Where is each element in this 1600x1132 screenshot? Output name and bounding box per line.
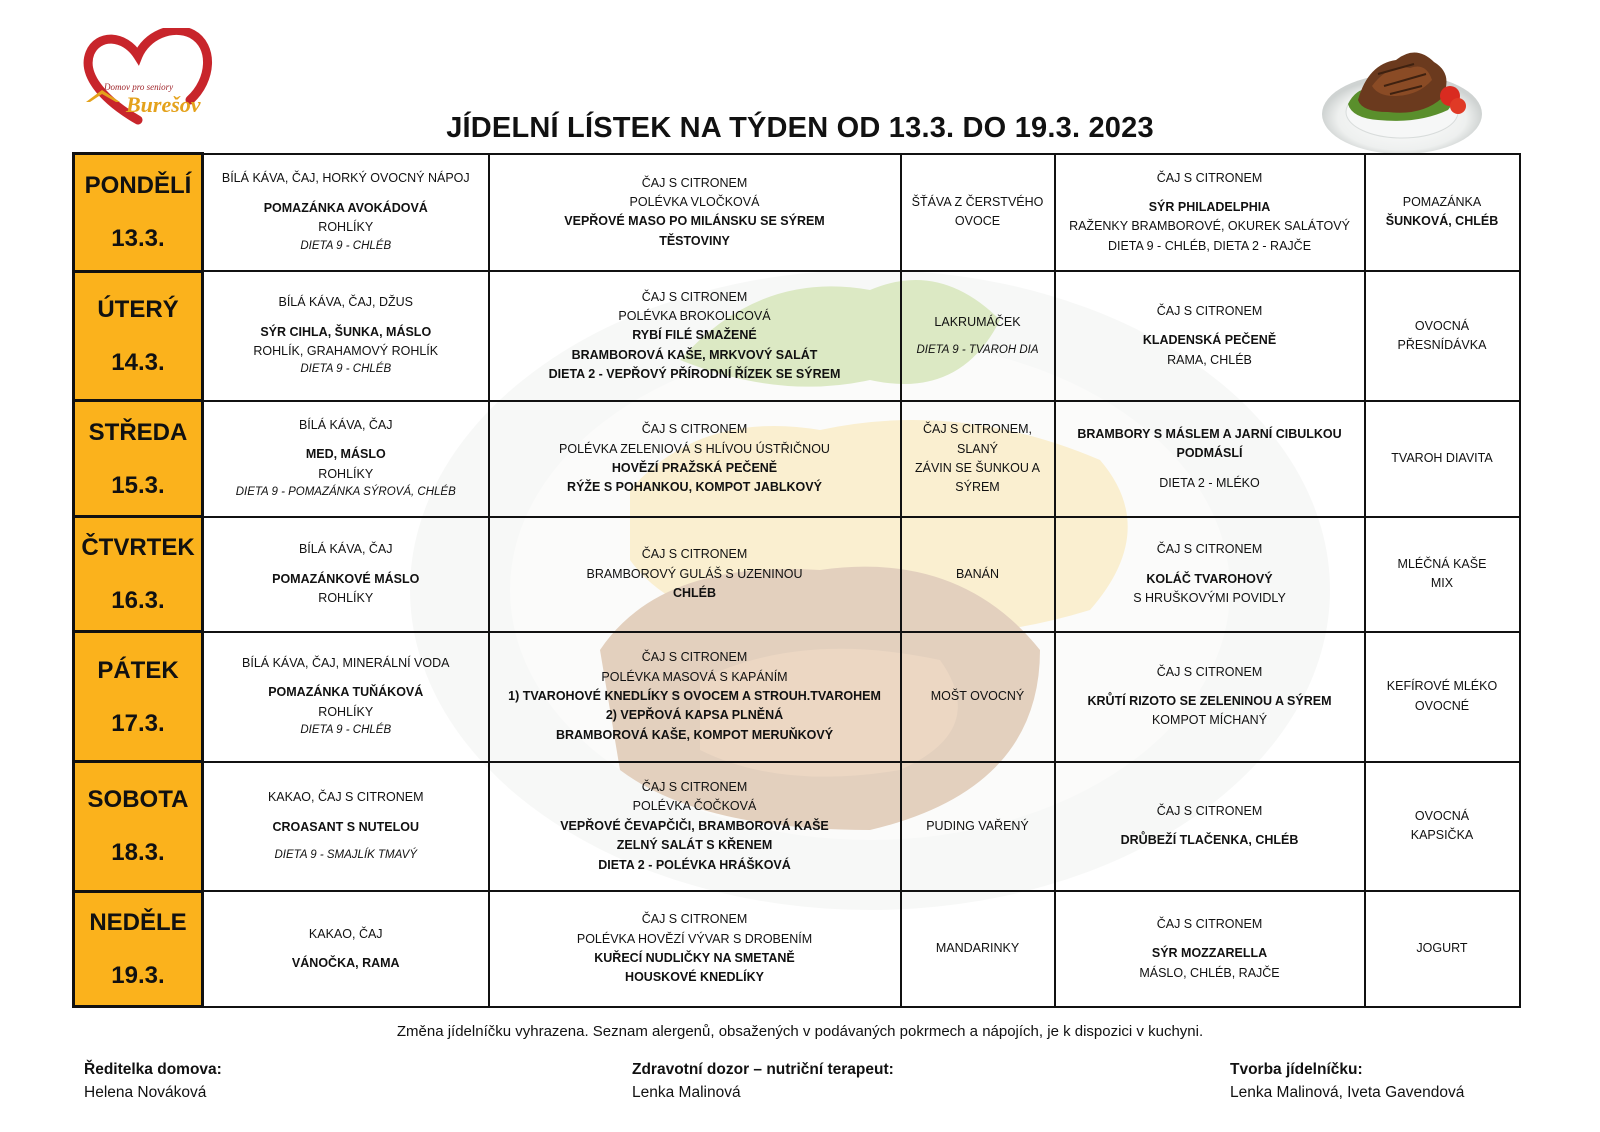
- menu-line: CHLÉB: [672, 586, 717, 601]
- line-gap: [208, 837, 484, 847]
- lunch-cell: [489, 891, 901, 1006]
- health-label: Zdravotní dozor – nutriční terapeut:: [632, 1061, 894, 1078]
- menu-line: MIX: [1430, 576, 1454, 591]
- day-date: 16.3.: [111, 587, 165, 615]
- menu-line: ČAJ S CITRONEM: [641, 289, 748, 304]
- menu-line: MANDARINKY: [935, 941, 1020, 956]
- menu-line: BÍLÁ KÁVA, ČAJ: [298, 417, 393, 432]
- day-name: NEDĚLE: [89, 908, 187, 936]
- menu-line: MED, MÁSLO: [305, 447, 386, 462]
- menu-line: KAKAO, ČAJ S CITRONEM: [267, 790, 424, 805]
- late-snack-cell: [1365, 632, 1520, 762]
- menu-line: ŠŤÁVA Z ČERSTVÉHO: [911, 195, 1044, 210]
- page-title: JÍDELNÍ LÍSTEK NA TÝDEN OD 13.3. DO 19.3. 2023: [446, 112, 1154, 144]
- menu-line: ČAJ S CITRONEM: [1156, 170, 1263, 185]
- line-gap: [208, 313, 484, 323]
- day-name: SOBOTA: [87, 786, 189, 814]
- day-row: [74, 517, 1520, 632]
- menu-line: ČAJ S CITRONEM: [641, 650, 748, 665]
- menu-line: POLÉVKA ČOČKOVÁ: [632, 799, 757, 814]
- snack-cell: [901, 762, 1055, 892]
- menu-line: POLÉVKA MASOVÁ S KAPÁNÍM: [601, 669, 788, 684]
- menu-line: DIETA 9 - CHLÉB, DIETA 2 - RAJČE: [1107, 238, 1312, 253]
- menu-line: TVAROH DIAVITA: [1391, 451, 1493, 466]
- menu-line: POMAZÁNKA AVOKÁDOVÁ: [263, 200, 428, 215]
- lunch-cell: [489, 632, 901, 762]
- breakfast-cell: [203, 271, 489, 401]
- menu-line: BRAMBOROVÁ KAŠE, MRKVOVÝ SALÁT: [571, 347, 818, 362]
- menu-table: [72, 152, 1521, 1008]
- menu-line: BÍLÁ KÁVA, ČAJ, MINERÁLNÍ VODA: [242, 655, 450, 670]
- snack-cell: [901, 401, 1055, 517]
- day-cell: [74, 271, 203, 401]
- line-gap: [208, 435, 484, 445]
- line-gap: [1060, 682, 1360, 692]
- line-gap: [208, 808, 484, 818]
- lunch-cell: [489, 271, 901, 401]
- health-supervisor-signature: [632, 1058, 894, 1105]
- menu-line: VÁNOČKA, RAMA: [291, 955, 400, 970]
- dinner-cell: [1055, 891, 1365, 1006]
- menu-line: 1) TVAROHOVÉ KNEDLÍKY S OVOCEM A STROUH.TVAROHEM: [508, 689, 881, 704]
- director-name: Helena Nováková: [84, 1084, 207, 1102]
- author-label: Tvorba jídelníčku:: [1230, 1061, 1363, 1078]
- late-snack-cell: [1365, 762, 1520, 892]
- line-gap: [1060, 188, 1360, 198]
- menu-line: OVOCNÉ: [1414, 698, 1470, 713]
- menu-line: JOGURT: [1416, 941, 1468, 956]
- menu-line: ROHLÍKY: [318, 220, 374, 235]
- day-date: 17.3.: [111, 709, 165, 737]
- menu-author-signature: [1230, 1058, 1464, 1105]
- breakfast-cell: [203, 632, 489, 762]
- late-snack-cell: [1365, 517, 1520, 632]
- day-date: 15.3.: [111, 471, 165, 499]
- menu-line: SÝR MOZZARELLA: [1151, 946, 1268, 961]
- day-name: ČTVRTEK: [81, 534, 195, 562]
- logo-tagline: Domov pro seniory: [104, 82, 174, 92]
- menu-line: POLÉVKA ZELENIOVÁ S HLÍVOU ÚSTŘIČNOU: [559, 441, 830, 456]
- menu-line: BÍLÁ KÁVA, ČAJ: [298, 542, 393, 557]
- menu-line: KRŮTÍ RIZOTO SE ZELENINOU A SÝREM: [1087, 694, 1332, 709]
- day-cell: [74, 632, 203, 762]
- menu-line: ZÁVIN SE ŠUNKOU A: [914, 460, 1041, 475]
- menu-line: POLÉVKA HOVĚZÍ VÝVAR S DROBENÍM: [576, 931, 813, 946]
- dinner-cell: [1055, 401, 1365, 517]
- menu-line: LAKRUMÁČEK: [934, 314, 1021, 329]
- health-name: Lenka Malinová: [632, 1084, 741, 1102]
- day-date: 13.3.: [111, 225, 165, 253]
- menu-line: ČAJ S CITRONEM, SLANÝ: [922, 422, 1033, 456]
- dinner-cell: [1055, 154, 1365, 272]
- day-cell: [74, 891, 203, 1006]
- late-snack-cell: [1365, 891, 1520, 1006]
- lunch-cell: [489, 517, 901, 632]
- menu-line: HOVĚZÍ PRAŽSKÁ PEČENĚ: [611, 460, 778, 475]
- menu-line: S HRUŠKOVÝMI POVIDLY: [1133, 591, 1286, 606]
- menu-line: CROASANT S NUTELOU: [272, 819, 420, 834]
- line-gap: [906, 332, 1050, 342]
- menu-line: TĚSTOVINY: [659, 233, 730, 248]
- menu-line: ČAJ S CITRONEM: [641, 422, 748, 437]
- menu-line: ZELNÝ SALÁT S KŘENEM: [616, 838, 773, 853]
- day-date: 19.3.: [111, 961, 165, 989]
- breakfast-cell: [203, 762, 489, 892]
- breakfast-cell: [203, 891, 489, 1006]
- menu-line: OVOCE: [954, 214, 1001, 229]
- snack-cell: [901, 271, 1055, 401]
- menu-line: RYBÍ FILÉ SMAŽENÉ: [632, 328, 757, 343]
- menu-line: BRAMBOROVÁ KAŠE, KOMPOT MERUŇKOVÝ: [555, 727, 834, 742]
- menu-line: KOLÁČ TVAROHOVÝ: [1146, 571, 1273, 586]
- day-cell: [74, 517, 203, 632]
- day-cell: [74, 762, 203, 892]
- menu-line: DIETA 9 - SMAJLÍK TMAVÝ: [274, 848, 417, 861]
- day-row: [74, 271, 1520, 401]
- line-gap: [208, 944, 484, 954]
- menu-line: ČAJ S CITRONEM: [1156, 804, 1263, 819]
- day-date: 18.3.: [111, 839, 165, 867]
- menu-line: RAMA, CHLÉB: [1167, 352, 1252, 367]
- menu-line: ROHLÍK, GRAHAMOVÝ ROHLÍK: [253, 343, 439, 358]
- menu-line: POMAZÁNKA: [1402, 195, 1482, 210]
- menu-line: 2) VEPŘOVÁ KAPSA PLNĚNÁ: [605, 708, 784, 723]
- snack-cell: [901, 632, 1055, 762]
- author-name: Lenka Malinová, Iveta Gavendová: [1230, 1084, 1465, 1102]
- menu-line: BRAMBORY S MÁSLEM A JARNÍ CIBULKOU: [1077, 426, 1342, 441]
- menu-line: BANÁN: [955, 566, 1000, 581]
- menu-line: ROHLÍKY: [318, 591, 374, 606]
- menu-line: DIETA 9 - TVAROH DIA: [916, 343, 1039, 356]
- menu-line: DIETA 9 - CHLÉB: [300, 363, 392, 376]
- menu-line: PŘESNÍDÁVKA: [1397, 338, 1487, 353]
- menu-line: VEPŘOVÉ MASO PO MILÁNSKU SE SÝREM: [564, 214, 825, 229]
- menu-line: POLÉVKA BROKOLICOVÁ: [618, 309, 771, 324]
- menu-line: ŠUNKOVÁ, CHLÉB: [1385, 214, 1499, 229]
- breakfast-cell: [203, 154, 489, 272]
- menu-line: RÝŽE S POHANKOU, KOMPOT JABLKOVÝ: [567, 480, 822, 495]
- breakfast-cell: [203, 517, 489, 632]
- menu-line: KUŘECÍ NUDLIČKY NA SMETANĚ: [594, 950, 795, 965]
- logo-name: Burešov: [126, 92, 201, 117]
- snack-cell: [901, 154, 1055, 272]
- menu-line: DIETA 2 - MLÉKO: [1159, 475, 1260, 490]
- day-row: [74, 401, 1520, 517]
- menu-line: PUDING VAŘENÝ: [926, 818, 1029, 833]
- menu-line: ČAJ S CITRONEM: [1156, 916, 1263, 931]
- line-gap: [208, 560, 484, 570]
- menu-line: POLÉVKA VLOČKOVÁ: [629, 195, 760, 210]
- day-name: ÚTERÝ: [97, 295, 179, 323]
- line-gap: [1060, 821, 1360, 831]
- menu-line: MÁSLO, CHLÉB, RAJČE: [1139, 965, 1280, 980]
- menu-line: ČAJ S CITRONEM: [641, 175, 748, 190]
- menu-line: KAPSIČKA: [1410, 828, 1474, 843]
- director-label: Ředitelka domova:: [84, 1061, 222, 1078]
- late-snack-cell: [1365, 271, 1520, 401]
- menu-line: PODMÁSLÍ: [1176, 446, 1243, 461]
- line-gap: [208, 673, 484, 683]
- snack-cell: [901, 517, 1055, 632]
- menu-line: DIETA 2 - VEPŘOVÝ PŘÍRODNÍ ŘÍZEK SE SÝREM: [548, 367, 841, 382]
- day-row: [74, 154, 1520, 272]
- line-gap: [1060, 560, 1360, 570]
- dinner-cell: [1055, 517, 1365, 632]
- menu-line: ČAJ S CITRONEM: [1156, 664, 1263, 679]
- menu-line: BÍLÁ KÁVA, ČAJ, HORKÝ OVOCNÝ NÁPOJ: [221, 171, 470, 186]
- line-gap: [1060, 934, 1360, 944]
- menu-line: DRŮBEŽÍ TLAČENKA, CHLÉB: [1120, 833, 1299, 848]
- menu-line: HOUSKOVÉ KNEDLÍKY: [625, 970, 764, 985]
- menu-line: KOMPOT MÍCHANÝ: [1151, 713, 1268, 728]
- line-gap: [208, 189, 484, 199]
- lunch-cell: [489, 154, 901, 272]
- menu-line: BRAMBOROVÝ GULÁŠ S UZENINOU: [586, 566, 803, 581]
- menu-line: POMAZÁNKA TUŇÁKOVÁ: [268, 685, 424, 700]
- menu-line: POMAZÁNKOVÉ MÁSLO: [272, 571, 420, 586]
- menu-line: MLÉČNÁ KAŠE: [1397, 557, 1487, 572]
- menu-line: OVOCNÁ: [1414, 318, 1470, 333]
- lunch-cell: [489, 401, 901, 517]
- breakfast-cell: [203, 401, 489, 517]
- late-snack-cell: [1365, 401, 1520, 517]
- day-cell: [74, 154, 203, 272]
- dinner-cell: [1055, 632, 1365, 762]
- menu-line: ČAJ S CITRONEM: [1156, 542, 1263, 557]
- day-name: STŘEDA: [88, 418, 188, 446]
- menu-line: ČAJ S CITRONEM: [641, 547, 748, 562]
- menu-line: DIETA 9 - POMAZÁNKA SÝROVÁ, CHLÉB: [235, 486, 456, 499]
- director-signature: [84, 1058, 222, 1105]
- line-gap: [1060, 321, 1360, 331]
- menu-line: VEPŘOVÉ ČEVAPČIČI, BRAMBOROVÁ KAŠE: [560, 818, 829, 833]
- dinner-cell: [1055, 762, 1365, 892]
- menu-line: MOŠT OVOCNÝ: [930, 689, 1025, 704]
- line-gap: [1060, 464, 1360, 474]
- day-name: PÁTEK: [97, 656, 179, 684]
- menu-line: ROHLÍKY: [318, 704, 374, 719]
- menu-line: ČAJ S CITRONEM: [641, 780, 748, 794]
- day-row: [74, 891, 1520, 1006]
- menu-line: ROHLÍKY: [318, 466, 374, 481]
- day-cell: [74, 401, 203, 517]
- menu-line: DIETA 9 - CHLÉB: [300, 239, 392, 252]
- dinner-cell: [1055, 271, 1365, 401]
- menu-line: KEFÍROVÉ MLÉKO: [1386, 679, 1498, 694]
- allergen-note: Změna jídelníčku vyhrazena. Seznam alergenů, obsažených v podávaných pokrmech a nápojích, je k dispozici v kuchyni.: [396, 1023, 1204, 1040]
- menu-line: BÍLÁ KÁVA, ČAJ, DŽUS: [278, 295, 414, 310]
- day-name: PONDĚLÍ: [84, 172, 192, 200]
- menu-body: [74, 154, 1520, 1007]
- menu-line: DIETA 9 - CHLÉB: [300, 723, 392, 736]
- menu-line: SÝR PHILADELPHIA: [1148, 200, 1271, 215]
- snack-cell: [901, 891, 1055, 1006]
- day-row: [74, 762, 1520, 892]
- menu-line: KAKAO, ČAJ: [308, 926, 383, 941]
- menu-line: ČAJ S CITRONEM: [641, 912, 748, 927]
- menu-line: OVOCNÁ: [1414, 809, 1470, 824]
- menu-line: RAŽENKY BRAMBOROVÉ, OKUREK SALÁTOVÝ: [1069, 219, 1350, 234]
- late-snack-cell: [1365, 154, 1520, 272]
- menu-line: DIETA 2 - POLÉVKA HRÁŠKOVÁ: [598, 857, 791, 872]
- day-date: 14.3.: [111, 349, 165, 377]
- menu-line: SÝR CIHLA, ŠUNKA, MÁSLO: [260, 324, 432, 339]
- menu-line: SÝREM: [955, 480, 1000, 495]
- lunch-cell: [489, 762, 901, 892]
- menu-line: ČAJ S CITRONEM: [1156, 304, 1263, 319]
- menu-line: KLADENSKÁ PEČENĚ: [1142, 333, 1277, 348]
- day-row: [74, 632, 1520, 762]
